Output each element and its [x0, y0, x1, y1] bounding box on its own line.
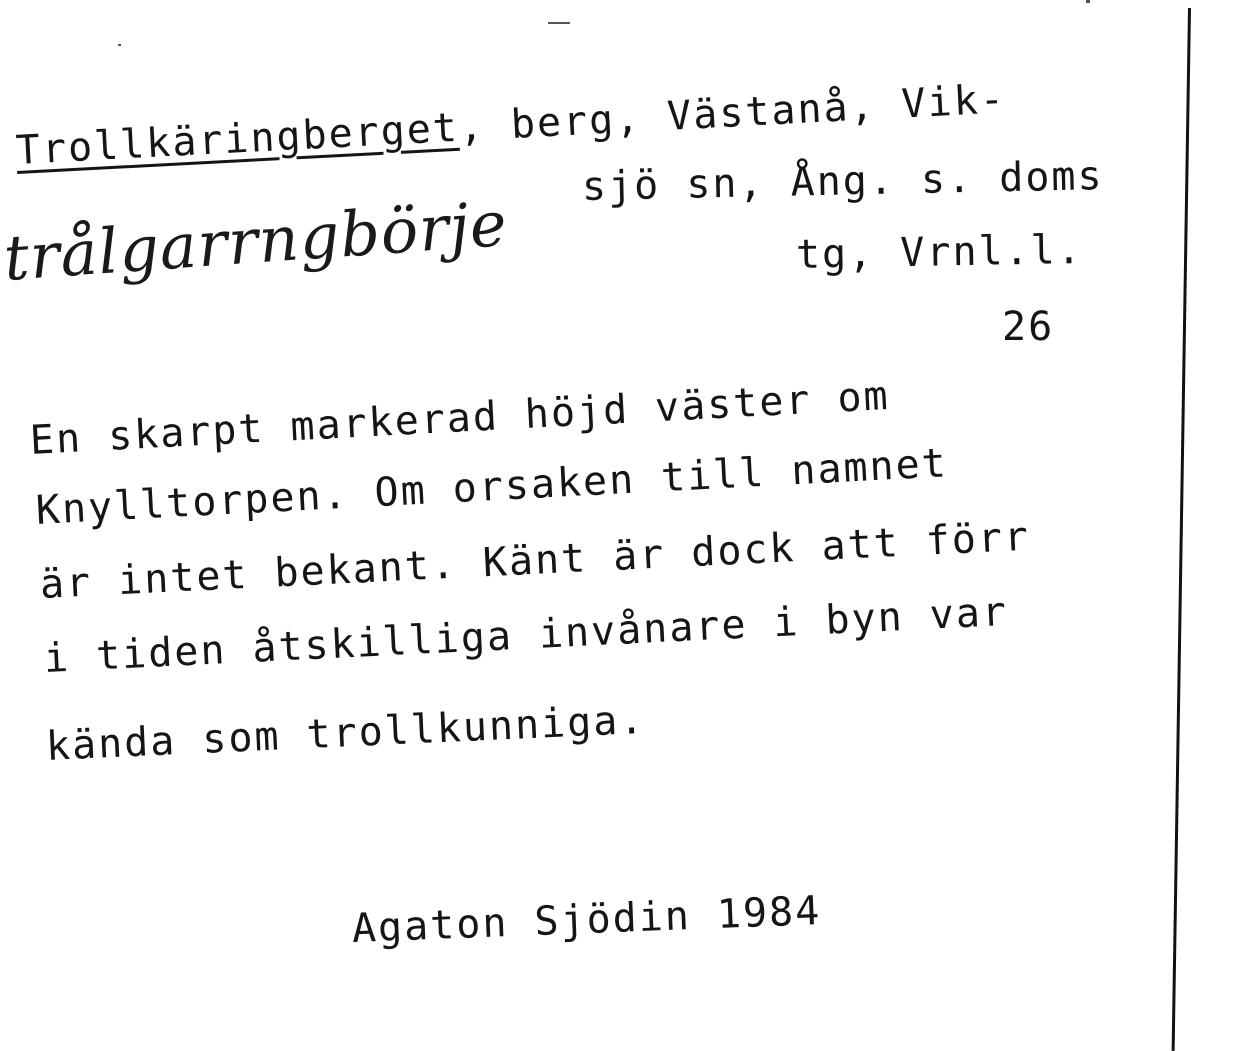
headword: Trollkäringberget: [14, 104, 461, 174]
header-line-1-rest: , berg, Västanå, Vik-: [457, 76, 1007, 151]
scan-speck: [118, 44, 121, 46]
scan-speck: [1086, 0, 1090, 3]
signature: Agaton Sjödin 1984: [351, 887, 823, 952]
body-line: kända som trollkunniga.: [44, 696, 647, 770]
body-line: En skarpt markerad höjd väster om: [28, 372, 891, 464]
header-line-2: sjö sn, Ång. s. doms: [581, 153, 1105, 210]
body-line: i tiden åtskilliga invånare i byn var: [42, 588, 1010, 682]
header-line-3: tg, Vrnl.l.: [795, 226, 1084, 278]
card-edge-line: [1172, 8, 1191, 1051]
scan-speck: [548, 22, 570, 24]
page-number: 26: [1002, 304, 1055, 350]
body-line: är intet bekant. Känt är dock att förr: [38, 513, 1032, 608]
handwritten-annotation: trålgarrngbörje: [1, 186, 510, 295]
body-line: Knylltorpen. Om orsaken till namnet: [34, 440, 949, 534]
